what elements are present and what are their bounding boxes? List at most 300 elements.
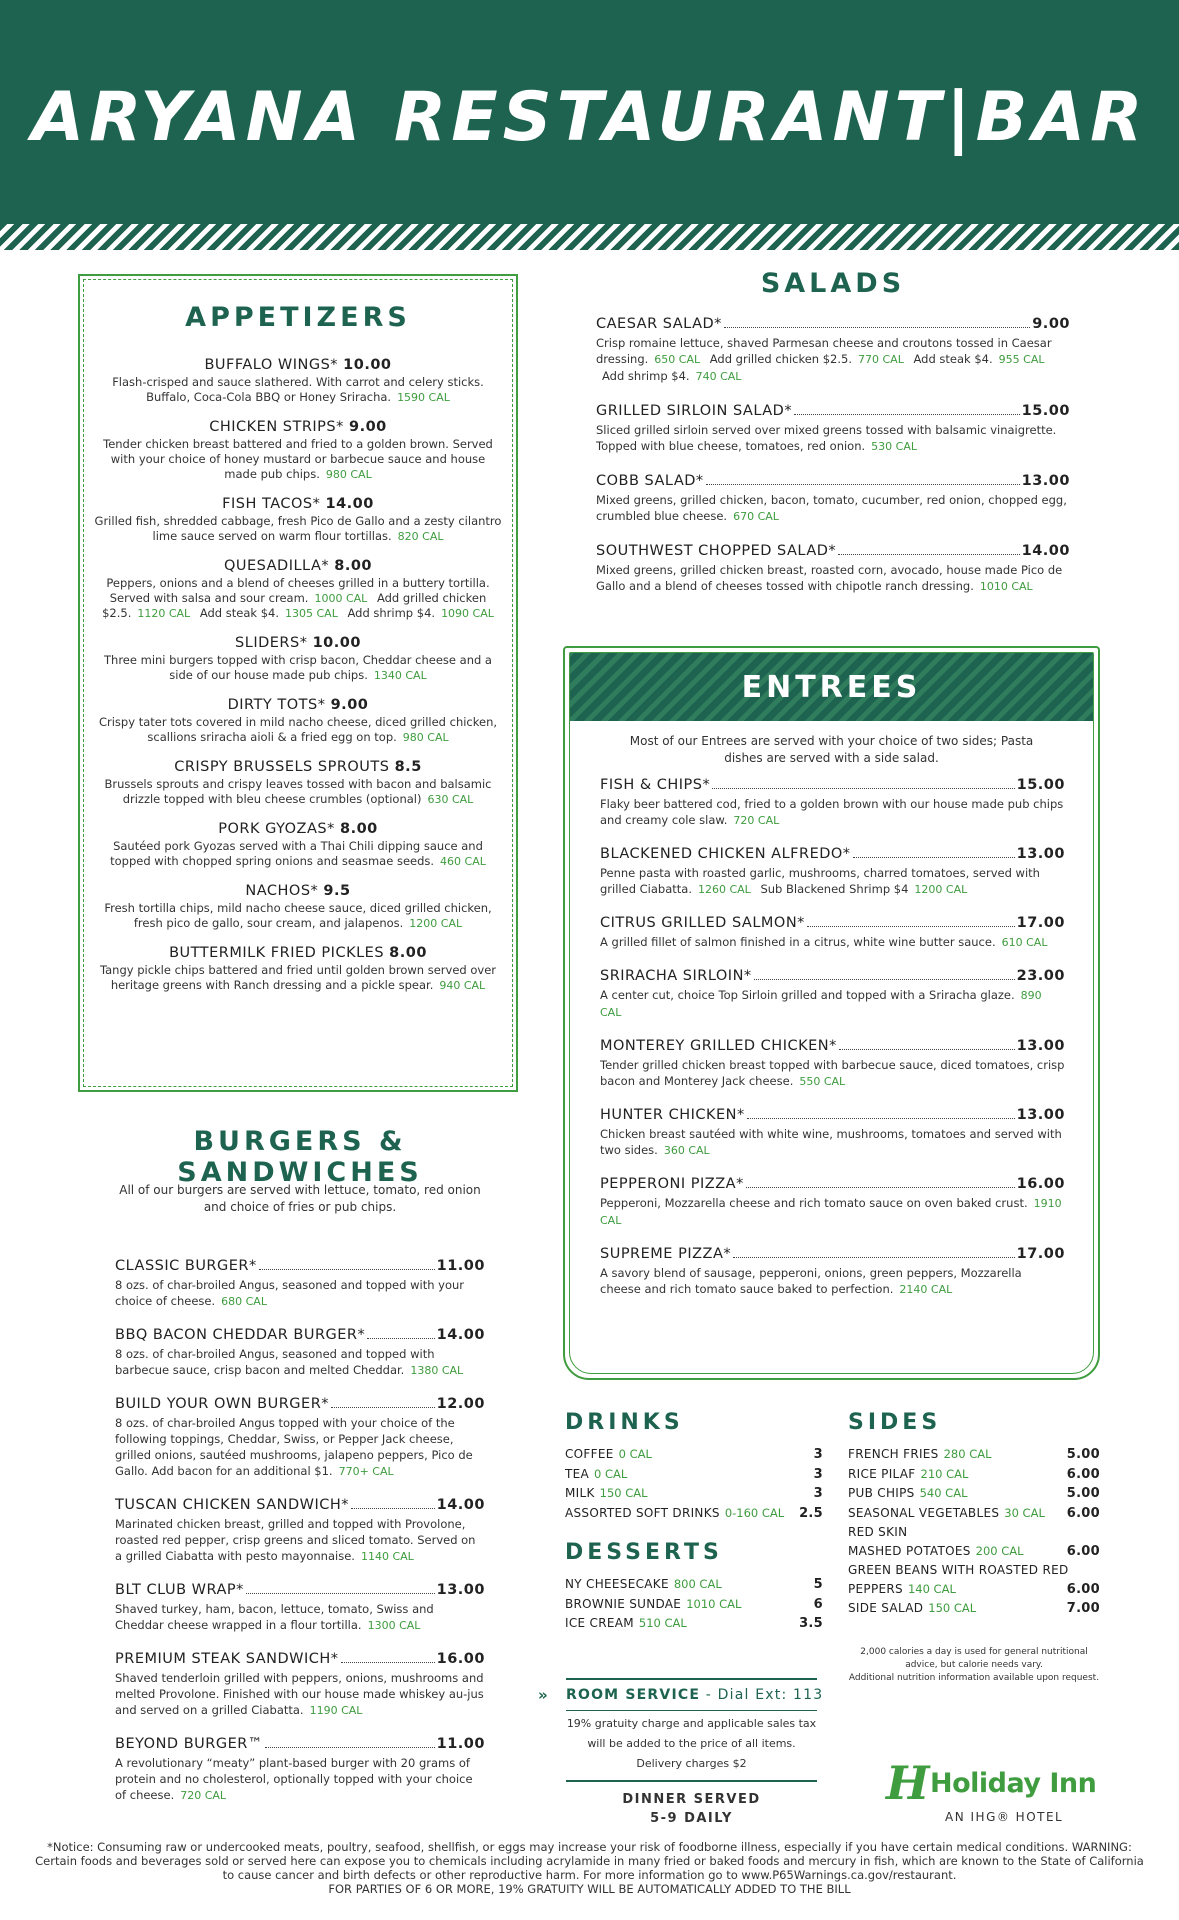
item-calories: 540 CAL [919,1486,968,1500]
dotted-leader [733,1257,1014,1258]
menu-item [94,357,502,405]
menu-item-price: 17.00 [1016,915,1065,931]
menu-item-title [115,1258,485,1274]
room-service-rule [566,1710,817,1711]
double-chevron-right-icon: » [538,1686,548,1704]
menu-item-name: CLASSIC BURGER* [115,1258,257,1274]
menu-item-calories: 670 CAL [733,510,779,523]
appetizers-frame [83,279,513,1087]
legal-notice-text: *Notice: Consuming raw or undercooked meats, poultry, seafood, shellfish, or eggs may increase your risk of foodborne illness, especially if you have certain medical conditions. WARNING: Certain foods and beverages sold or served here can expose you to chemicals including acrylamide in many fried or baked foods and mercury in fish, which are known to the State of California to cause cancer and birth defects or other reproductive harm. For more information go to www.P65Warnings.ca.gov/restaurant. [35,1840,1144,1882]
burgers-list [115,1258,485,1821]
menu-item-calories: 610 CAL [1001,936,1048,949]
header-stripe-divider [0,224,1179,250]
menu-item-name: COBB SALAD* [596,473,704,489]
menu-item-calories: 2140 CAL [899,1283,953,1296]
price-row-label [848,1445,992,1464]
menu-item-title [94,697,502,713]
menu-item-calories: 1010 CAL [979,580,1033,593]
menu-item-calories: 1140 CAL [360,1550,414,1563]
menu-item-title [94,759,502,775]
desserts-title: DESSERTS [565,1540,723,1565]
room-service-top-rule [566,1678,817,1680]
item-price: 7.00 [1066,1601,1100,1616]
item-price: 5.00 [1066,1486,1100,1501]
burgers-title: BURGERS & SANDWICHES [177,1126,423,1188]
addon-text: Sub Blackened Shrimp $4 [760,882,909,896]
menu-item-calories: 550 CAL [799,1075,846,1088]
menu-item-desc-text: A revolutionary “meaty” plant-based burger with 20 grams of protein and no cholesterol, optionally topped with your choice of cheese. [115,1756,473,1802]
dotted-leader [754,979,1015,980]
menu-item-description [94,839,502,869]
menu-item-price: 13.00 [1016,1038,1065,1054]
price-row-label [848,1465,968,1484]
menu-item-name: HUNTER CHICKEN* [600,1107,745,1123]
menu-item-description [600,1057,1065,1090]
room-service-bottom-rule [566,1780,817,1782]
item-name: COFFEE [565,1447,614,1461]
item-price: 6.00 [1066,1466,1100,1482]
menu-item-name: SRIRACHA SIRLOIN* [600,968,752,984]
addon-calories: 955 CAL [998,353,1045,366]
addon-text: Add steak $4. [199,606,279,620]
price-row-label [848,1504,1045,1523]
item-name: ICE CREAM [565,1616,634,1630]
addon-calories: 770 CAL [858,353,904,366]
menu-item-title [115,1327,485,1343]
menu-item-desc-text: Fresh tortilla chips, mild nacho cheese sauce, diced grilled chicken, fresh pico de gallo, sour cream, and jalapenos. [104,901,492,930]
menu-item-description [596,492,1070,525]
menu-item [115,1497,485,1565]
dotted-leader [265,1747,435,1748]
menu-item-title [596,473,1070,489]
menu-item-name: CHICKEN STRIPS* [209,419,344,435]
addon-text: Add grilled chicken $2.5. [709,352,852,366]
price-row [848,1599,1100,1619]
menu-item-price: 14.00 [436,1327,485,1343]
menu-item-price: 13.00 [1016,846,1065,862]
menu-item-description [596,422,1070,455]
menu-item-desc-text: 8 ozs. of char-broiled Angus, seasoned and topped with barbecue sauce, crisp bacon and melted Cheddar. [115,1347,435,1377]
menu-item [596,543,1070,595]
menu-item-description [600,987,1065,1021]
menu-item-price: 11.00 [436,1258,485,1274]
menu-item-desc-text: Chicken breast sautéed with white wine, mushrooms, tomatoes and served with two sides. [600,1127,1062,1157]
item-calories: 0 CAL [618,1447,652,1461]
menu-item-title [94,558,502,574]
menu-item-price: 12.00 [436,1396,485,1412]
price-row [565,1445,823,1465]
menu-item-description [115,1346,485,1379]
dotted-leader [706,484,1020,485]
item-name: RED SKIN [848,1525,908,1539]
price-row [565,1504,823,1524]
menu-item [115,1582,485,1634]
menu-item-desc-text: Grilled fish, shredded cabbage, fresh Pico de Gallo and a zesty cilantro lime sauce served on warm flour tortillas. [94,514,502,543]
dinner-hours [566,1790,817,1828]
menu-item-title [600,1246,1065,1262]
menu-item-description [115,1601,485,1634]
item-price: 5 [813,1577,823,1592]
price-row [848,1542,1100,1562]
item-name: SEASONAL VEGETABLES [848,1505,1000,1520]
sides-title: SIDES [848,1410,942,1435]
addon-calories: 1200 CAL [914,883,968,896]
menu-item-calories: 720 CAL [180,1789,227,1802]
menu-item-name: BEYOND BURGER™ [115,1736,263,1752]
menu-item-name: GRILLED SIRLOIN SALAD* [596,403,793,419]
menu-item-title [94,635,502,651]
menu-item-description [94,576,502,621]
menu-item-desc-text: A grilled fillet of salmon finished in a citrus, white wine butter sauce. [600,935,996,949]
price-row-label [848,1523,907,1542]
menu-item-desc-text: Shaved turkey, ham, bacon, lettuce, tomato, Swiss and Cheddar cheese wrapped in a flour tortilla. [115,1602,434,1632]
dotted-leader [853,857,1015,858]
menu-item-name: MONTEREY GRILLED CHICKEN* [600,1038,837,1054]
menu-item-price: 8.00 [389,945,427,961]
nutrition-note-line1: 2,000 calories a day is used for general nutritional advice, but calorie needs vary. [860,1647,1088,1670]
menu-item [115,1396,485,1480]
room-service-note-2: will be added to the price of all items. [587,1737,796,1750]
restaurant-title: ARYANA RESTAURANT|BAR [31,78,1148,157]
item-name: MILK [565,1486,595,1500]
menu-item-price: 14.00 [325,496,374,512]
item-name: PUB CHIPS [848,1486,915,1500]
menu-item-description [94,514,502,544]
addon-text: Add shrimp $4. [602,369,690,383]
menu-item-title [596,403,1070,419]
entrees-intro: Most of our Entrees are served with your choice of two sides; Pasta dishes are served with a side salad. [629,734,1034,765]
menu-item-calories: 460 CAL [440,855,486,868]
entrees-frame [569,652,1094,1374]
menu-item-calories: 1380 CAL [410,1364,464,1377]
room-service-notes [566,1714,817,1774]
menu-item [600,777,1065,829]
item-calories: 210 CAL [920,1466,969,1481]
menu-item-title [600,846,1065,862]
menu-item-price: 15.00 [1021,403,1070,419]
holiday-inn-logo [880,1756,1100,1828]
menu-item [115,1258,485,1310]
addon-calories: 1305 CAL [285,607,338,620]
menu-item-title [600,1038,1065,1054]
item-name: FRENCH FRIES [848,1447,939,1461]
menu-item-title [94,821,502,837]
menu-item-calories: 650 CAL [654,353,701,366]
item-price: 3 [813,1466,823,1482]
menu-item-title [115,1582,485,1598]
menu-item-price: 13.00 [1016,1107,1065,1123]
menu-item [600,968,1065,1021]
menu-item-description [596,335,1070,385]
menu-item-name: SUPREME PIZZA* [600,1246,732,1262]
room-service-text [566,1687,823,1703]
menu-item-calories: 360 CAL [663,1144,710,1157]
entrees-list [570,777,1093,1298]
menu-item-calories: 890 CAL [600,989,1042,1019]
menu-item [600,1176,1065,1229]
menu-item-price: 13.00 [1021,473,1070,489]
menu-item [600,915,1065,951]
price-row-label [565,1445,652,1464]
price-row [565,1484,823,1504]
menu-item-name: BUFFALO WINGS* [204,357,339,373]
menu-item [94,821,502,869]
menu-item-description [94,777,502,807]
item-price: 2.5 [799,1505,823,1521]
holiday-inn-h-icon: H [886,1756,930,1810]
menu-item-title [94,883,502,899]
item-price: 3.5 [799,1616,823,1631]
menu-item-title [600,915,1065,931]
menu-item-description [600,1265,1065,1298]
menu-item-title [600,1107,1065,1123]
desserts-section [565,1540,823,1634]
drinks-section [565,1410,823,1523]
price-row-label [848,1484,967,1503]
menu-item-description [600,934,1065,951]
menu-item-desc-text: Mixed greens, grilled chicken, bacon, tomato, cucumber, red onion, chopped egg, crumbled blue cheese. [596,493,1067,523]
menu-item-desc-text: 8 ozs. of char-broiled Angus topped with your choice of the following toppings, Cheddar, Swiss, or Pepper Jack cheese, grilled onions, sautéed mushrooms, jalapeno peppers, Pico de Gallo. Add bacon for an additional $1. [115,1416,473,1478]
menu-item-calories: 940 CAL [439,979,486,992]
item-name: SIDE SALAD [848,1601,924,1615]
desserts-list [565,1575,823,1634]
item-calories: 0 CAL [594,1466,628,1481]
menu-item-price: 15.00 [1016,777,1065,793]
entrees-title: ENTREES [741,669,922,705]
salads-list [596,316,1070,613]
menu-item-description [115,1755,485,1804]
dotted-leader [367,1338,434,1339]
menu-item-price: 14.00 [436,1497,485,1513]
menu-item-title [115,1651,485,1667]
menu-item-name: BLACKENED CHICKEN ALFREDO* [600,846,851,862]
menu-item-name: PORK GYOZAS* [218,821,335,837]
menu-item [94,759,502,807]
dotted-leader [807,926,1015,927]
dinner-served-label: DINNER SERVED [622,1792,761,1807]
menu-item-name: BLT CLUB WRAP* [115,1582,244,1598]
item-name: BROWNIE SUNDAE [565,1596,682,1611]
legal-notice [28,1840,1151,1896]
menu-item-desc-text: Sautéed pork Gyozas served with a Thai Chili dipping sauce and topped with chopped spring onions and seasmae seeds. [110,839,483,868]
menu-item-description [600,1126,1065,1159]
item-price: 3 [813,1486,823,1501]
price-row-label [565,1575,722,1594]
menu-item-price: 9.00 [1032,316,1070,332]
item-price: 6.00 [1066,1505,1100,1521]
menu-item-price: 11.00 [436,1736,485,1752]
menu-item [94,635,502,683]
entrees-section [563,646,1100,1380]
price-row-label [565,1504,784,1523]
price-row-label [565,1614,687,1633]
price-row [848,1465,1100,1485]
dotted-leader [351,1508,435,1509]
menu-item-desc-text: Crispy tater tots covered in mild nacho cheese, diced grilled chicken, scallions sriracha aioli & a fried egg on top. [98,715,498,744]
menu-item [600,1246,1065,1298]
menu-item-price: 14.00 [1021,543,1070,559]
gratuity-notice: FOR PARTIES OF 6 OR MORE, 19% GRATUITY WILL BE AUTOMATICALLY ADDED TO THE BILL [328,1882,851,1896]
menu-item-calories: 1340 CAL [373,669,427,682]
menu-item-name: BUTTERMILK FRIED PICKLES [169,945,385,961]
menu-item-desc-text: Shaved tenderloin grilled with peppers, onions, mushrooms and melted Provolone. Finished with our house made whiskey au-jus and served on a grilled Ciabatta. [115,1671,484,1717]
price-row-label [848,1561,1069,1580]
sides-section [848,1410,1100,1619]
menu-item-calories: 1200 CAL [409,917,463,930]
menu-item-name: FISH & CHIPS* [600,777,711,793]
item-calories: 150 CAL [599,1486,648,1500]
menu-item-name: NACHOS* [245,883,319,899]
menu-item-description [94,715,502,745]
room-service-line [538,1686,828,1704]
menu-item-price: 16.00 [436,1651,485,1667]
item-name: NY CHEESECAKE [565,1577,669,1591]
menu-item-price: 23.00 [1016,968,1065,984]
menu-item-desc-text: Brussels sprouts and crispy leaves tossed with bacon and balsamic drizzle topped with bleu cheese crumbles (optional) [104,777,492,806]
menu-item-desc-text: Mixed greens, grilled chicken breast, roasted corn, avocado, house made Pico de Gallo and a blend of cheeses tossed with chipotle ranch dressing. [596,563,1063,593]
menu-item-price: 9.5 [323,883,351,899]
menu-item-name: PREMIUM STEAK SANDWICH* [115,1651,339,1667]
menu-item-desc-text: Three mini burgers topped with crisp bacon, Cheddar cheese and a side of our house made pub chips. [104,653,492,682]
addon-text: Add steak $4. [913,352,993,366]
menu-item-calories: 1590 CAL [397,391,450,404]
menu-item-calories: 820 CAL [397,530,444,543]
menu-item-description [600,865,1065,898]
menu-item-description [94,653,502,683]
menu-item-title [115,1736,485,1752]
menu-item-price: 8.5 [394,759,422,775]
menu-item [94,419,502,482]
dotted-leader [838,554,1019,555]
room-service-dial: - Dial Ext: 113 [705,1687,824,1703]
nutrition-note-line2: Additional nutrition information available upon request. [848,1673,1100,1683]
menu-item-desc-text: Tangy pickle chips battered and fried until golden brown served over heritage greens with Ranch dressing and a pickle spear. [99,963,497,992]
menu-item-desc-text: A savory blend of sausage, pepperoni, onions, green peppers, Mozzarella cheese and rich tomato sauce baked to perfection. [600,1266,1022,1296]
menu-item-name: CAESAR SALAD* [596,316,722,332]
menu-item-description [115,1415,485,1480]
menu-item-calories: 980 CAL [325,468,372,481]
price-row [565,1614,823,1634]
price-row-label [565,1484,648,1503]
menu-item-description [94,437,502,482]
menu-item-title [600,1176,1065,1192]
logo-subtitle: AN IHG® HOTEL [945,1810,1064,1824]
item-calories: 0-160 CAL [724,1505,785,1520]
drinks-list [565,1445,823,1523]
dotted-leader [724,327,1030,328]
menu-item-name: FISH TACOS* [222,496,321,512]
salads-title: SALADS [760,268,906,299]
dotted-leader [746,1187,1015,1188]
menu-item-desc-text: A center cut, choice Top Sirloin grilled and topped with a Sriracha glaze. [600,988,1015,1002]
burgers-intro: All of our burgers are served with lettuce, tomato, red onion and choice of fries or pub chips. [119,1183,481,1214]
menu-item-description [94,901,502,931]
menu-item-price: 17.00 [1016,1246,1065,1262]
price-row [848,1561,1100,1580]
item-name: PEPPERS [848,1581,903,1596]
menu-item-desc-text: 8 ozs. of char-broiled Angus, seasoned and topped with your choice of cheese. [115,1278,465,1308]
item-price: 6.00 [1066,1543,1100,1559]
price-row [848,1484,1100,1504]
nutrition-note [848,1646,1100,1685]
dotted-leader [747,1118,1015,1119]
menu-item-desc-text: Marinated chicken breast, grilled and topped with Provolone, roasted red pepper, crisp greens and sliced tomato. Served on a grilled Ciabatta with pesto mayonnaise. [115,1517,476,1563]
menu-item-name: QUESADILLA* [223,558,330,574]
price-row [565,1465,823,1485]
menu-item-price: 16.00 [1016,1176,1065,1192]
menu-item-description [115,1516,485,1565]
menu-item-name: TUSCAN CHICKEN SANDWICH* [115,1497,350,1513]
menu-item-name: SOUTHWEST CHOPPED SALAD* [596,543,837,559]
item-calories: 510 CAL [638,1616,687,1630]
appetizers-list [94,357,502,993]
logo-name: Holiday Inn [930,1768,1097,1799]
item-calories: 150 CAL [928,1601,977,1615]
menu-item-title [596,316,1070,332]
menu-item-description [596,562,1070,595]
menu-item-title [94,419,502,435]
menu-item-calories: 1300 CAL [367,1619,421,1632]
menu-item [115,1327,485,1379]
menu-item-description [600,1195,1065,1229]
menu-item-calories: 1260 CAL [697,883,751,896]
item-calories: 30 CAL [1004,1505,1045,1520]
menu-item-desc-text: Sliced grilled sirloin served over mixed greens tossed with balsamic vinaigrette. Topped with blue cheese, tomatoes, red onion. [596,423,1057,453]
item-name: TEA [565,1466,590,1481]
dinner-days: 5-9 DAILY [650,1811,733,1826]
item-calories: 140 CAL [907,1581,956,1596]
appetizers-title: APPETIZERS [185,302,411,333]
menu-item-calories: 1910 CAL [600,1197,1062,1227]
menu-item-desc-text: Crisp romaine lettuce, shaved Parmesan cheese and croutons tossed in Caesar dressing. [596,336,1052,366]
menu-item-calories: 770+ CAL [338,1465,394,1478]
menu-item-title [94,357,502,373]
menu-item-desc-text: Penne pasta with roasted garlic, mushrooms, charred tomatoes, served with grilled Ciabatta. [600,866,1040,896]
menu-item-calories: 720 CAL [733,814,780,827]
header-banner [0,0,1179,224]
menu-item-desc-text: Flash-crisped and sauce slathered. With carrot and celery sticks. Buffalo, Coca-Cola BBQ or Honey Sriracha. [112,375,484,404]
menu-item-title [600,968,1065,984]
price-row-label [848,1580,956,1599]
menu-item-desc-text: Flaky beer battered cod, fried to a golden brown with our house made pub chips and creamy cole slaw. [600,797,1064,827]
menu-item [94,883,502,931]
menu-item-desc-text: Pepperoni, Mozzarella cheese and rich tomato sauce on oven baked crust. [600,1196,1028,1210]
addon-calories: 1120 CAL [137,607,191,620]
menu-item-price: 8.00 [334,558,373,574]
dotted-leader [712,788,1014,789]
menu-item-desc-text: Tender grilled chicken breast topped with barbecue sauce, diced tomatoes, crisp bacon and Monterey Jack cheese. [600,1058,1065,1088]
menu-item-description [94,375,502,405]
appetizers-section [78,274,518,1092]
item-name: RICE PILAF [848,1466,916,1481]
item-price: 5.00 [1066,1447,1100,1462]
price-row [848,1523,1100,1542]
price-row-label [565,1595,741,1614]
menu-item-title [115,1497,485,1513]
item-name: GREEN BEANS WITH ROASTED RED [848,1563,1069,1577]
item-price: 6 [813,1596,823,1612]
menu-item [596,316,1070,385]
menu-item-name: CITRUS GRILLED SALMON* [600,915,805,931]
menu-item-name: BBQ BACON CHEDDAR BURGER* [115,1327,366,1343]
menu-item-calories: 1190 CAL [309,1704,363,1717]
menu-item [94,945,502,993]
menu-item [115,1651,485,1719]
drinks-title: DRINKS [565,1410,684,1435]
menu-item [600,846,1065,898]
menu-item-description [600,796,1065,829]
price-row-label [565,1465,627,1484]
